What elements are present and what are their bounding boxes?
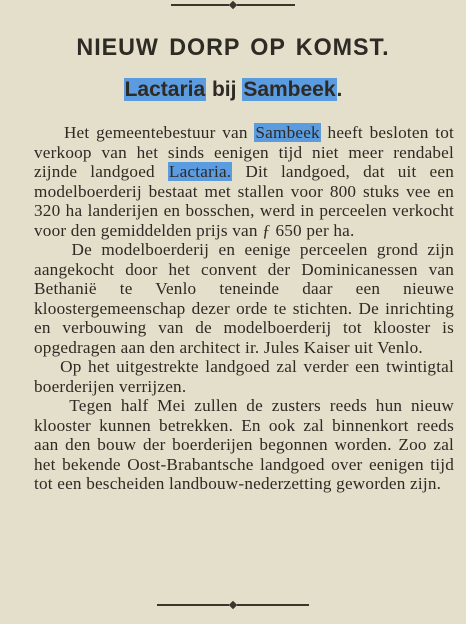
article-subhead [0, 78, 466, 102]
subhead-text: bij [206, 78, 243, 101]
search-highlight: Sambeek [243, 78, 336, 101]
paragraph [34, 396, 454, 494]
paragraph-text: heeft besloten tot verkoop van het sinds eenigen tijd niet meer rendabel zijnde landgoed [34, 123, 454, 181]
article-headline: NIEUW DORP OP KOMST. [76, 34, 390, 61]
rule-diamond [229, 601, 237, 609]
subhead-text: . [336, 78, 343, 101]
search-highlight: Lactaria. [168, 162, 232, 181]
article-body [34, 123, 454, 494]
paragraph-text: Het gemeentebestuur van [63, 123, 255, 142]
rule-line [237, 604, 309, 606]
rule-line [171, 4, 229, 6]
rule-line [237, 4, 295, 6]
search-highlight: Sambeek [255, 123, 320, 142]
rule-diamond [229, 1, 237, 9]
paragraph-text: Op het uitgestrekte landgoed zal verder een twintigtal boerderijen verrijzen. [34, 357, 454, 396]
rule-line [157, 604, 229, 606]
paragraph-text: Tegen half Mei zullen de zusters reeds hun nieuw klooster kunnen betrekken. En ook zal binnenkort reeds aan den bouw der boerderijen begonnen worden. Zoo zal het bekende Oost-Brabantsche landgoed over eenigen tijd tot een bescheiden landbouw-nederzetting geworden zijn. [34, 396, 454, 493]
paragraph-text: Dit landgoed, dat uit een modelboerderij bestaat met stallen voor 800 stuks vee en 320 ha landerijen en bosschen, werd in perceelen verkocht voor den gemiddelden prijs van ƒ 650 per ha. [34, 162, 454, 240]
bottom-ornament-rule [157, 600, 309, 610]
paragraph [34, 240, 454, 357]
paragraph-text: De modelboerderij en eenige perceelen grond zijn aangekocht door het convent der Dominicanessen van Bethanië te Venlo teneinde daar een nieuwe kloostergemeenschap dezer orde te stichten. De inrichting en verbouwing van de modelboerderij tot klooster is opgedragen aan den architect ir. Jules Kaiser uit Venlo. [34, 240, 454, 357]
paragraph [34, 357, 454, 396]
search-highlight: Lactaria [124, 78, 206, 101]
top-ornament-rule [171, 0, 295, 10]
paragraph [34, 123, 454, 240]
